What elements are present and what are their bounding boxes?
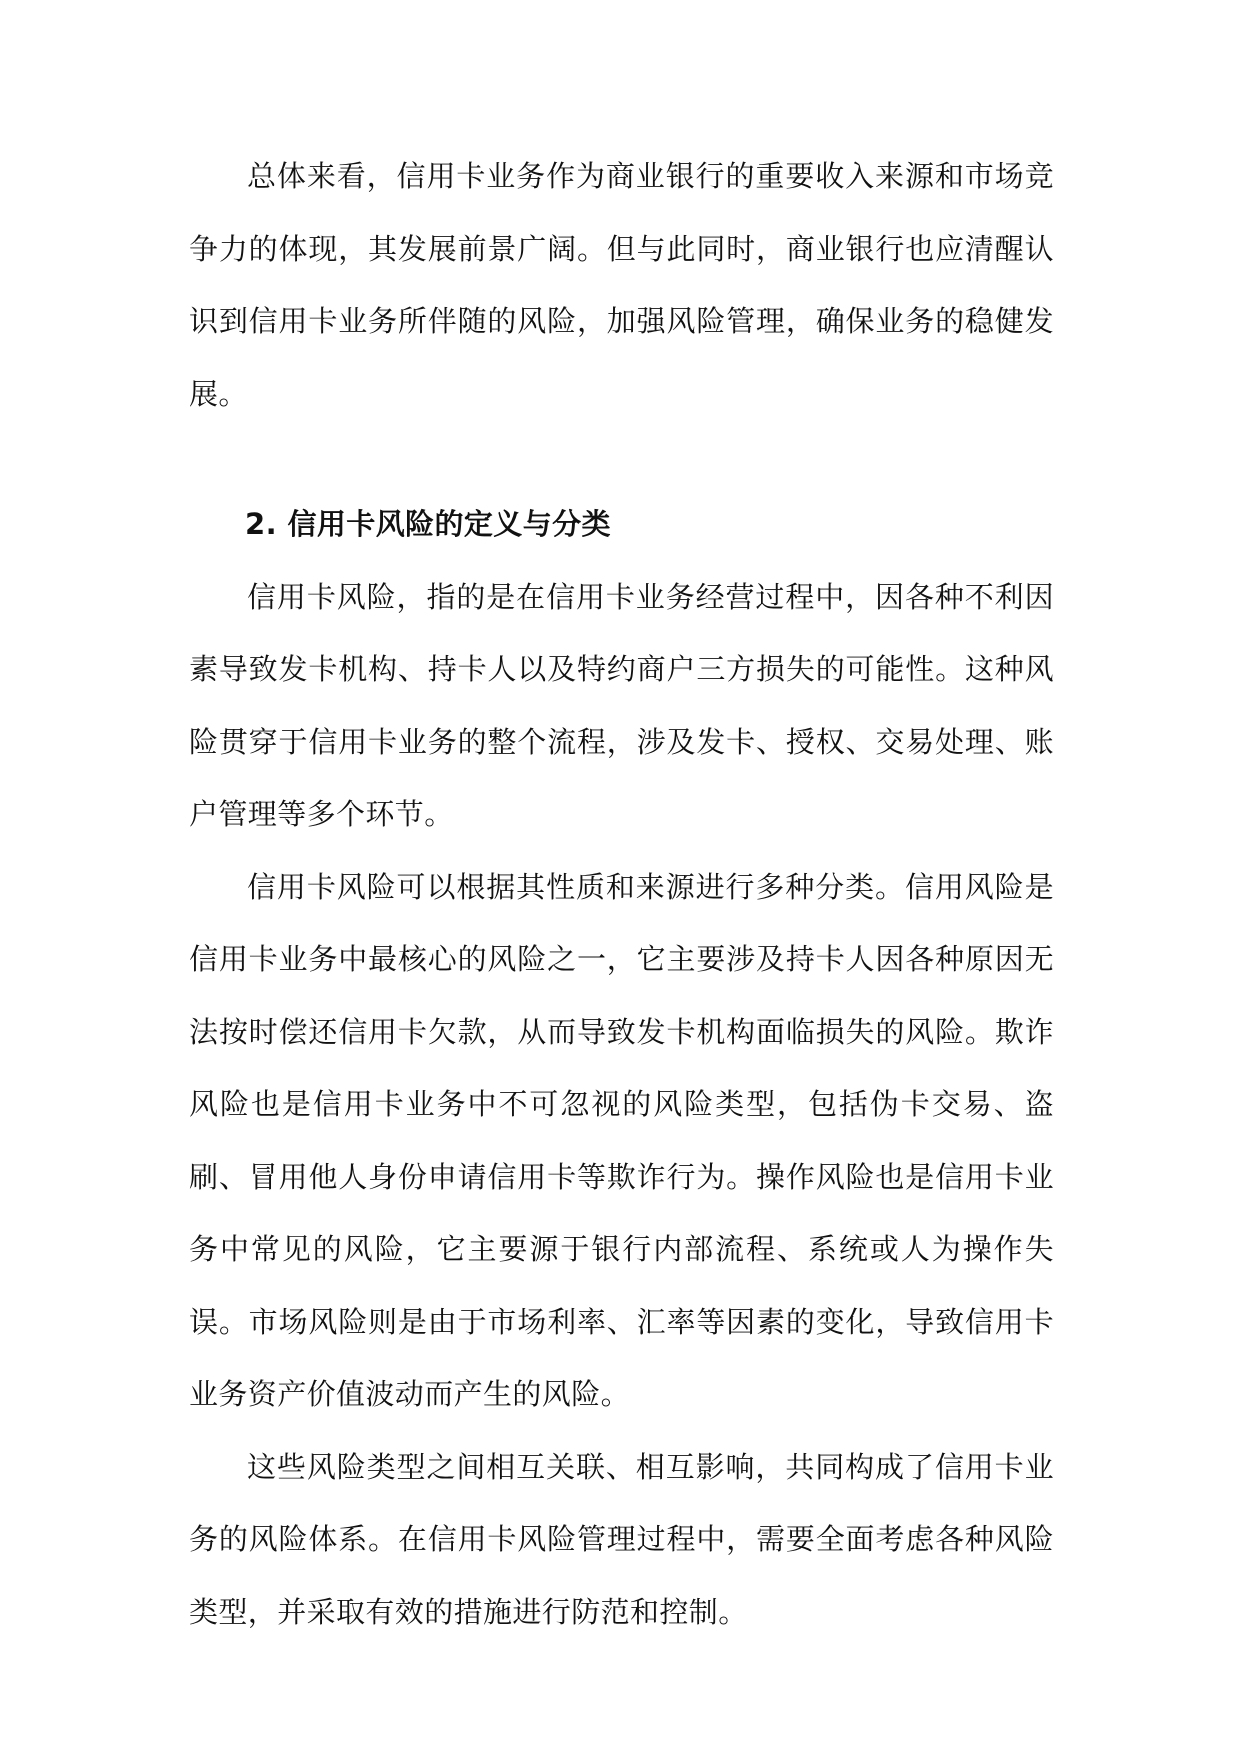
body-paragraph: 信用卡风险，指的是在信用卡业务经营过程中，因各种不利因素导致发卡机构、持卡人以及特约商户三方损失的可能性。这种风险贯穿于信用卡业务的整个流程，涉及发卡、授权、交易处理、账户管理等多个环节。 — [189, 579, 1054, 831]
body-paragraph: 总体来看，信用卡业务作为商业银行的重要收入来源和市场竞争力的体现，其发展前景广阔。但与此同时，商业银行也应清醒认识到信用卡业务所伴随的风险，加强风险管理，确保业务的稳健发展。 — [189, 159, 1054, 411]
section-heading: 2. 信用卡风险的定义与分类 — [245, 507, 611, 541]
body-paragraph: 这些风险类型之间相互关联、相互影响，共同构成了信用卡业务的风险体系。在信用卡风险管理过程中，需要全面考虑各种风险类型，并采取有效的措施进行防范和控制。 — [189, 1449, 1054, 1629]
document-body — [189, 140, 1054, 1648]
section-spacer — [189, 430, 1054, 488]
body-paragraph: 信用卡风险可以根据其性质和来源进行多种分类。信用风险是信用卡业务中最核心的风险之一，它主要涉及持卡人因各种原因无法按时偿还信用卡欠款，从而导致发卡机构面临损失的风险。欺诈风险也是信用卡业务中不可忽视的风险类型，包括伪卡交易、盗刷、冒用他人身份申请信用卡等欺诈行为。操作风险也是信用卡业务中常见的风险，它主要源于银行内部流程、系统或人为操作失误。市场风险则是由于市场利率、汇率等因素的变化，导致信用卡业务资产价值波动而产生的风险。 — [189, 869, 1054, 1411]
